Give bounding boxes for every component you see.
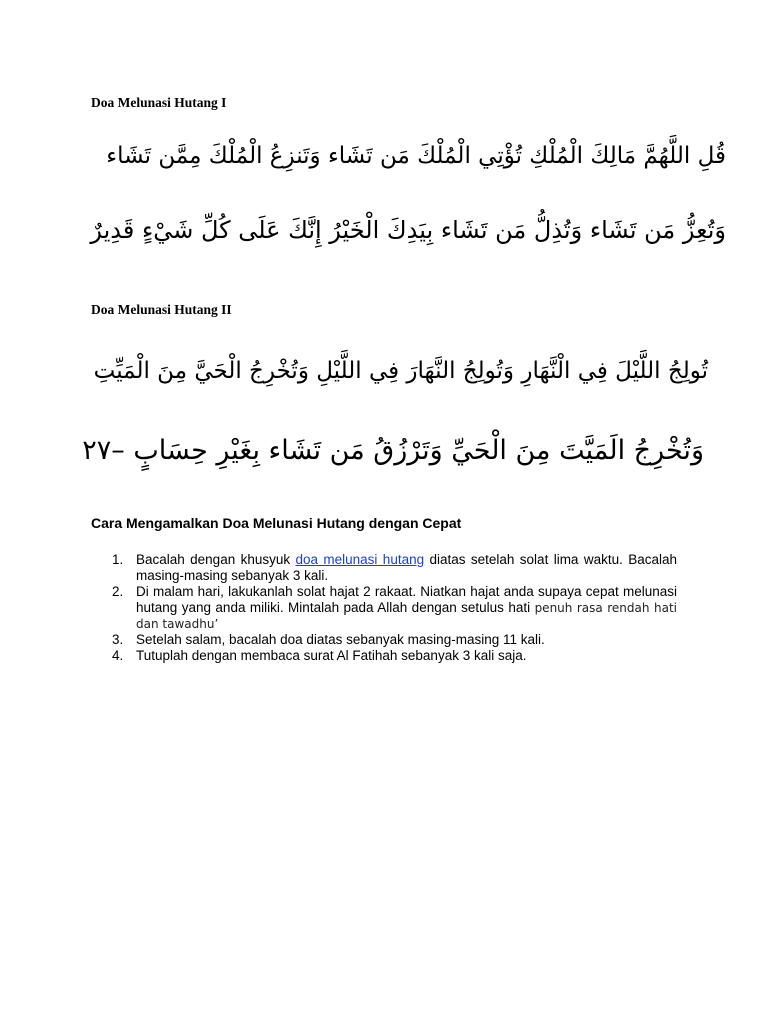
doa1-arabic-line1: قُلِ اللَّهُمَّ مَالِكَ الْمُلْكِ تُؤْتِي الْمُلْكَ مَن تَشَاء وَتَنزِعُ الْمُلْكَ مِمَّن تَشَاء bbox=[106, 143, 726, 169]
doa2-arabic-line1: تُولِجُ اللَّيْلَ فِي الْنَّهَارِ وَتُولِجُ النَّهَارَ فِي اللَّيْلِ وَتُخْرِجُ الْحَيَّ مِنَ الْمَيِّتِ bbox=[93, 358, 708, 384]
steps-list bbox=[112, 552, 677, 664]
doa2-heading: Doa Melunasi Hutang II bbox=[91, 302, 232, 317]
section-title: Cara Mengamalkan Doa Melunasi Hutang dengan Cepat bbox=[91, 515, 462, 531]
doa1-arabic-line2: وَتُعِزُّ مَن تَشَاء وَتُذِلُّ مَن تَشَاء بِيَدِكَ الْخَيْرُ إِنَّكَ عَلَى كُلِّ شَيْءٍ قَدِيرٌ bbox=[90, 216, 726, 244]
step-text-soft: penuh rasa rendah hati dan tawadhu’ bbox=[136, 601, 677, 631]
step-text: diatas setelah solat lima waktu. Bacalah masing-masing sebanyak 3 kali. bbox=[136, 552, 677, 583]
list-item bbox=[112, 648, 677, 664]
doa1-heading: Doa Melunasi Hutang I bbox=[91, 95, 227, 110]
step-text: Tutuplah dengan membaca surat Al Fatihah sebanyak 3 kali saja. bbox=[136, 648, 527, 663]
list-number: 4. bbox=[112, 648, 124, 663]
list-item bbox=[112, 632, 677, 648]
list-number: 2. bbox=[112, 584, 124, 599]
doa2-arabic-line2: وَتُخْرِجُ الَمَيَّتَ مِنَ الْحَيِّ وَتَرْزُقُ مَن تَشَاء بِغَيْرِ حِسَابٍ –٢٧ bbox=[82, 435, 704, 466]
step-text: Bacalah dengan khusyuk bbox=[136, 552, 296, 567]
list-number: 3. bbox=[112, 632, 124, 647]
step-text: Di malam hari, lakukanlah solat hajat 2 rakaat. Niatkan hajat anda supaya cepat melunasi hutang yang anda miliki. Mintalah pada Allah dengan setulus hati bbox=[136, 584, 677, 615]
list-number: 1. bbox=[112, 552, 124, 567]
list-item bbox=[112, 552, 677, 584]
step-text: Setelah salam, bacalah doa diatas sebanyak masing-masing 11 kali. bbox=[136, 632, 545, 647]
doa-melunasi-hutang-link[interactable]: doa melunasi hutang bbox=[295, 552, 425, 567]
list-item bbox=[112, 584, 677, 632]
